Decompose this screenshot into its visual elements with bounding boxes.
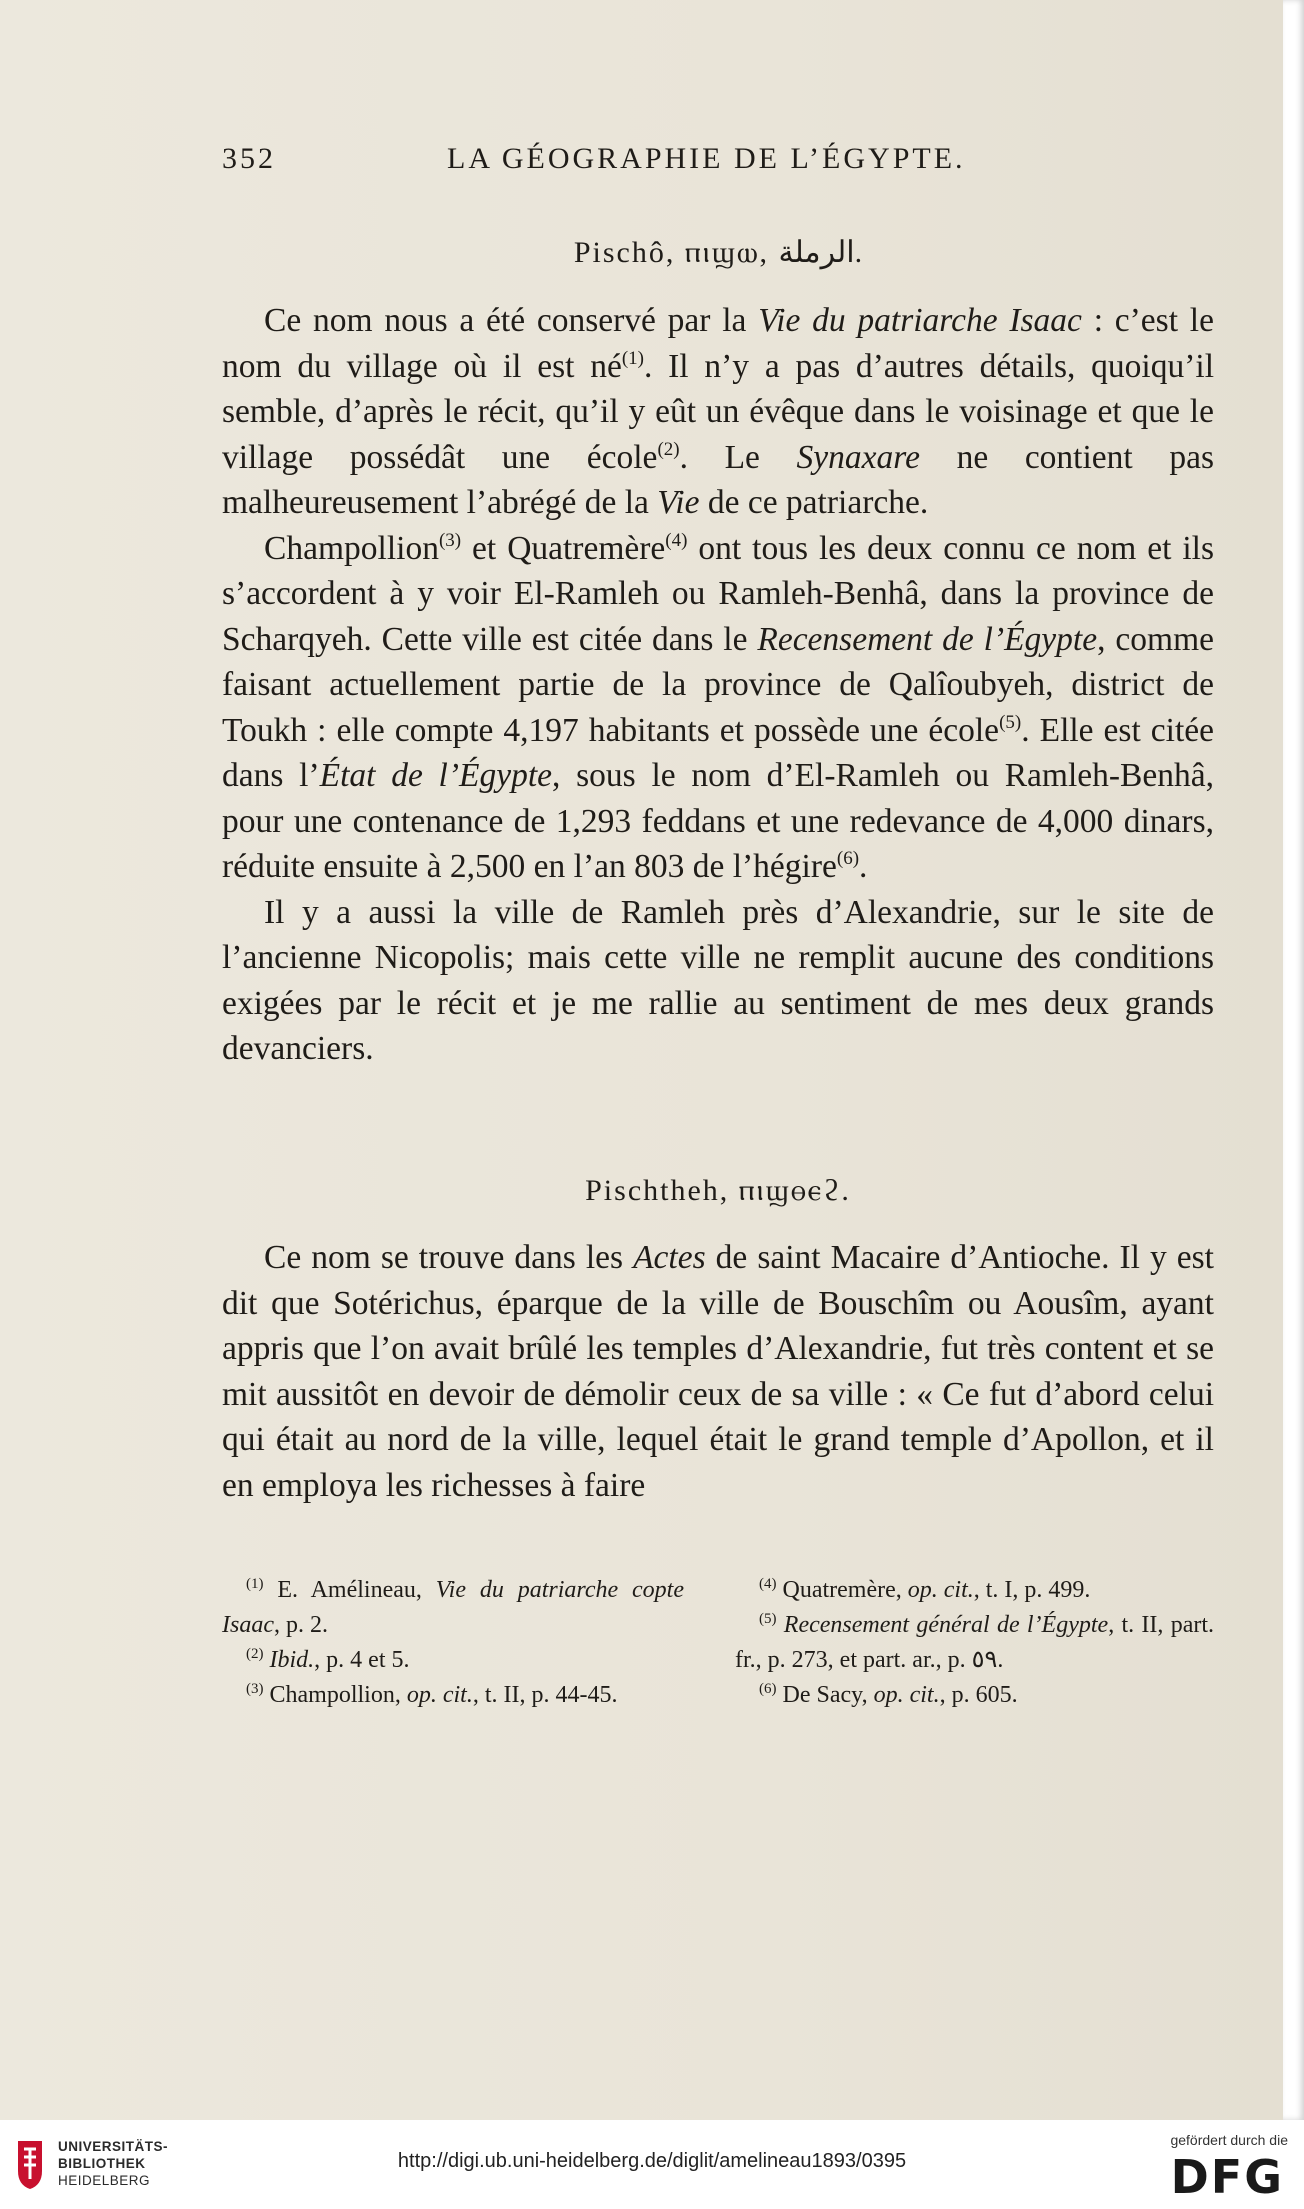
text-run: De Sacy,: [782, 1682, 874, 1708]
italic-title: Synaxare: [796, 438, 920, 476]
section-pischo-body: [222, 298, 1214, 1072]
institution-line: BIBLIOTHEK: [58, 2156, 146, 2171]
footnote-mark: (4): [759, 1576, 777, 1592]
italic-title: op. cit.: [873, 1682, 940, 1708]
running-title: LA GÉOGRAPHIE DE L’ÉGYPTE.: [447, 142, 966, 175]
text-run: Ce nom nous a été conservé par la: [264, 302, 759, 339]
text-run: E. Amélineau,: [277, 1577, 436, 1603]
italic-title: op. cit.: [907, 1577, 974, 1603]
text-run: , t. II, part. fr., p. 273, et part. ar., p. ٥٩.: [735, 1612, 1215, 1673]
running-header: [222, 142, 1214, 182]
italic-title: Vie du patriarche copte Isaac: [222, 1577, 684, 1638]
footnote-mark: (6): [759, 1681, 777, 1697]
italic-title: Ibid.: [269, 1647, 315, 1673]
italic-title: op. cit.: [406, 1682, 473, 1708]
paragraph: [222, 298, 1214, 526]
text-run: , p. 4 et 5.: [314, 1647, 410, 1673]
page-edge: [1283, 0, 1304, 2120]
text-run: et Quatremère: [461, 529, 666, 567]
text-run: , sous le nom d’El-Ramleh ou Ramleh-Benhâ, pour une contenance de 1,293 feddans et une redevance de 4,000 dinars, réduite ensuite à 2,500 en l’an 803 de l’hégire: [222, 757, 1214, 885]
text-run: de ce patriarche.: [699, 484, 929, 521]
page-number: 352: [222, 142, 276, 175]
text-run: , t. I, p. 499.: [973, 1577, 1091, 1603]
text-run: Champollion,: [269, 1682, 407, 1708]
footnotes-right: [735, 1573, 1214, 1713]
footnote-5: [735, 1608, 1214, 1678]
permalink-url[interactable]: http://digi.ub.uni-heidelberg.de/diglit/amelineau1893/0395: [397, 2150, 907, 2172]
italic-title: Recensement de l’Égypte: [757, 620, 1098, 658]
text-run: . Elle est citée dans l’: [222, 711, 1214, 794]
funded-by-label: gefördert durch die: [1170, 2132, 1288, 2148]
footnote-4: [735, 1573, 1214, 1608]
italic-title: Actes: [633, 1239, 706, 1276]
text-run: , p. 605.: [939, 1682, 1018, 1708]
text-run: ne contient pas malheureusement l’abrégé de la: [222, 438, 1215, 521]
text-run: . Il n’y a pas d’autres détails, quoiqu’il semble, d’après le récit, qu’il y eût un évêque dans le voisinage et que le village possédât une école: [222, 347, 1215, 476]
text-run: Ce nom se trouve dans les: [264, 1239, 634, 1276]
text-run: de saint Macaire d’Antioche. Il y est dit que Sotérichus, éparque de la ville de Bouschîm ou Aousîm, ayant appris que l’on avait brûlé les temples d’Alexandrie, fut très content et se mit aussitôt en devoir de démolir ceux de sa ville : « Ce fut d’abord celui qui était au nord de la ville, lequel était le grand temple d’Apollon, et il en employa les richesses à faire: [222, 1239, 1214, 1504]
italic-title: État de l’Égypte: [319, 757, 553, 794]
text-run: , t. II, p. 44-45.: [472, 1682, 618, 1708]
section-title-pischo: Pischô, ⲡⲓϣⲱ, الرملة.: [573, 236, 863, 269]
footnote-ref: (1): [621, 347, 644, 369]
text-run: : c’est le nom du village où il est né: [222, 302, 1214, 385]
footnote-mark: (5): [759, 1611, 777, 1627]
italic-title: Vie du patriarche Isaac: [758, 302, 1082, 339]
footnote-1: [222, 1573, 684, 1643]
paragraph: Il y a aussi la ville de Ramleh près d’Alexandrie, sur le site de l’ancienne Nicopolis; mais cette ville ne remplit aucune des conditions exigées par le récit et je me rallie au sentiment de mes deux grands devanciers.: [222, 893, 1214, 1067]
text-run: Champollion: [264, 529, 439, 567]
dfg-logo: DFG: [1170, 2150, 1284, 2204]
text-run: ont tous les deux connu ce nom et ils s’accordent à y voir El-Ramleh ou Ramleh-Benhâ, dans la province de Scharqyeh. Cette ville est citée dans le: [222, 529, 1214, 658]
footnote-mark: (3): [246, 1681, 264, 1697]
institution-line: HEIDELBERG: [58, 2173, 151, 2188]
footnote-2: [222, 1643, 684, 1678]
section-pischtheh-body: [222, 1235, 1214, 1508]
section-title-pischtheh: Pischtheh, ⲡⲓϣⲑⲉϩ.: [585, 1174, 851, 1207]
footnote-mark: (1): [246, 1576, 264, 1592]
footnotes-left: [222, 1573, 684, 1713]
viewer-footer: [0, 2120, 1304, 2209]
footnote-ref: (6): [836, 848, 860, 869]
text-run: . Le: [679, 438, 797, 476]
paragraph: [222, 1235, 1214, 1508]
italic-title: Recensement général de l’Égypte: [783, 1612, 1109, 1638]
text-run: .: [859, 848, 868, 885]
footnote-3: [222, 1678, 684, 1713]
text-run: Quatremère,: [782, 1577, 908, 1603]
italic-title: Vie: [657, 484, 700, 521]
footnote-ref: (3): [438, 529, 462, 551]
institution-line: UNIVERSITÄTS-: [58, 2139, 169, 2154]
footnote-6: [735, 1678, 1214, 1713]
footnote-ref: (5): [999, 711, 1022, 733]
footnote-mark: (2): [246, 1646, 264, 1662]
text-run: , comme faisant actuellement partie de la province de Qalîoubyeh, district de Toukh : elle compte 4,197 habitants et possède une école: [222, 620, 1214, 749]
footnote-ref: (4): [665, 529, 688, 551]
paragraph: [222, 526, 1214, 890]
text-run: , p. 2.: [273, 1612, 328, 1638]
footnote-ref: (2): [657, 438, 680, 460]
